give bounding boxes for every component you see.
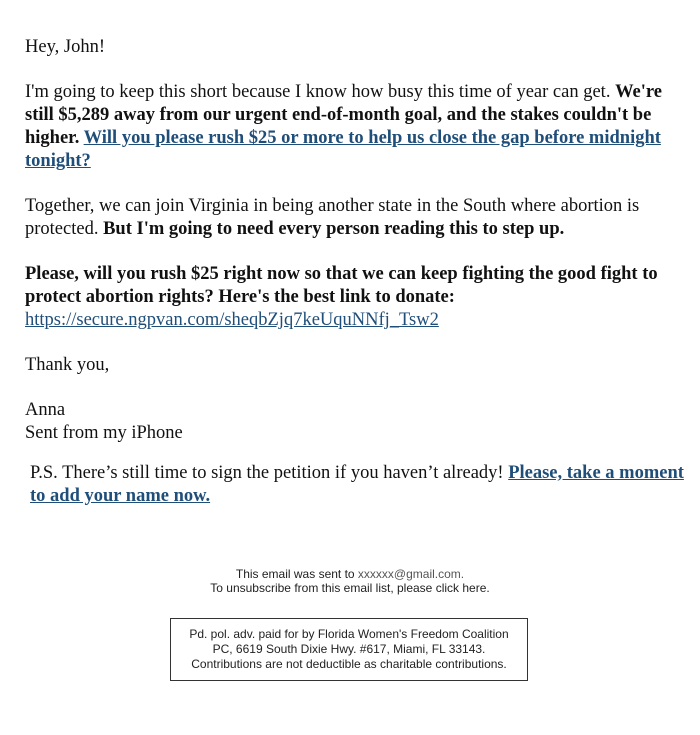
signature xyxy=(25,399,685,445)
disclaimer-line-1: Pd. pol. adv. paid for by Florida Women's Freedom Coalition xyxy=(189,627,509,641)
disclaimer-line-2: PC, 6619 South Dixie Hwy. #617, Miami, FL 33143. xyxy=(212,642,486,656)
ask-paragraph xyxy=(25,263,685,332)
email-footer xyxy=(0,567,700,595)
together-text: Together, we can join Virginia in being another state in the South where abortion is protected. xyxy=(25,196,640,239)
email-body xyxy=(25,36,685,530)
ps-paragraph xyxy=(30,462,685,508)
intro-text: I'm going to keep this short because I know how busy this time of year can get. xyxy=(25,82,616,102)
together-paragraph xyxy=(25,195,685,241)
disclaimer-line-3: Contributions are not deductible as charitable contributions. xyxy=(191,657,507,671)
together-bold-text: But I'm going to need every person reading this to step up. xyxy=(103,219,565,239)
recipient-address: xxxxxx@gmail.com. xyxy=(357,567,465,581)
sent-to-prefix: This email was sent to xyxy=(235,567,358,581)
donate-url-link[interactable]: https://secure.ngpvan.com/sheqbZjq7keUquNNfj_Tsw2 xyxy=(25,310,439,330)
signature-device: Sent from my iPhone xyxy=(25,423,183,443)
thanks-text: Thank you, xyxy=(25,355,110,375)
petition-link[interactable]: Please, take a moment to add your name now. xyxy=(30,463,684,506)
signature-name: Anna xyxy=(25,400,66,420)
paid-for-disclaimer-box xyxy=(170,618,528,681)
unsubscribe-prefix: To unsubscribe from this email list, please xyxy=(210,581,436,595)
unsubscribe-line xyxy=(0,581,700,595)
rush-donation-link[interactable]: Will you please rush $25 or more to help us close the gap before midnight tonight? xyxy=(25,128,661,171)
intro-bold-text: We're still $5,289 away from our urgent end-of-month goal, and the stakes couldn't be higher. xyxy=(25,82,662,148)
greeting: Hey, John! xyxy=(25,37,105,57)
sent-to-line xyxy=(0,567,700,581)
ps-text: P.S. There’s still time to sign the petition if you haven’t already! xyxy=(30,463,509,483)
intro-paragraph xyxy=(25,81,685,173)
ask-bold-text: Please, will you rush $25 right now so that we can keep fighting the good fight to protect abortion rights? Here's the best link to donate: xyxy=(25,264,658,307)
unsubscribe-link[interactable]: click here. xyxy=(435,581,490,595)
